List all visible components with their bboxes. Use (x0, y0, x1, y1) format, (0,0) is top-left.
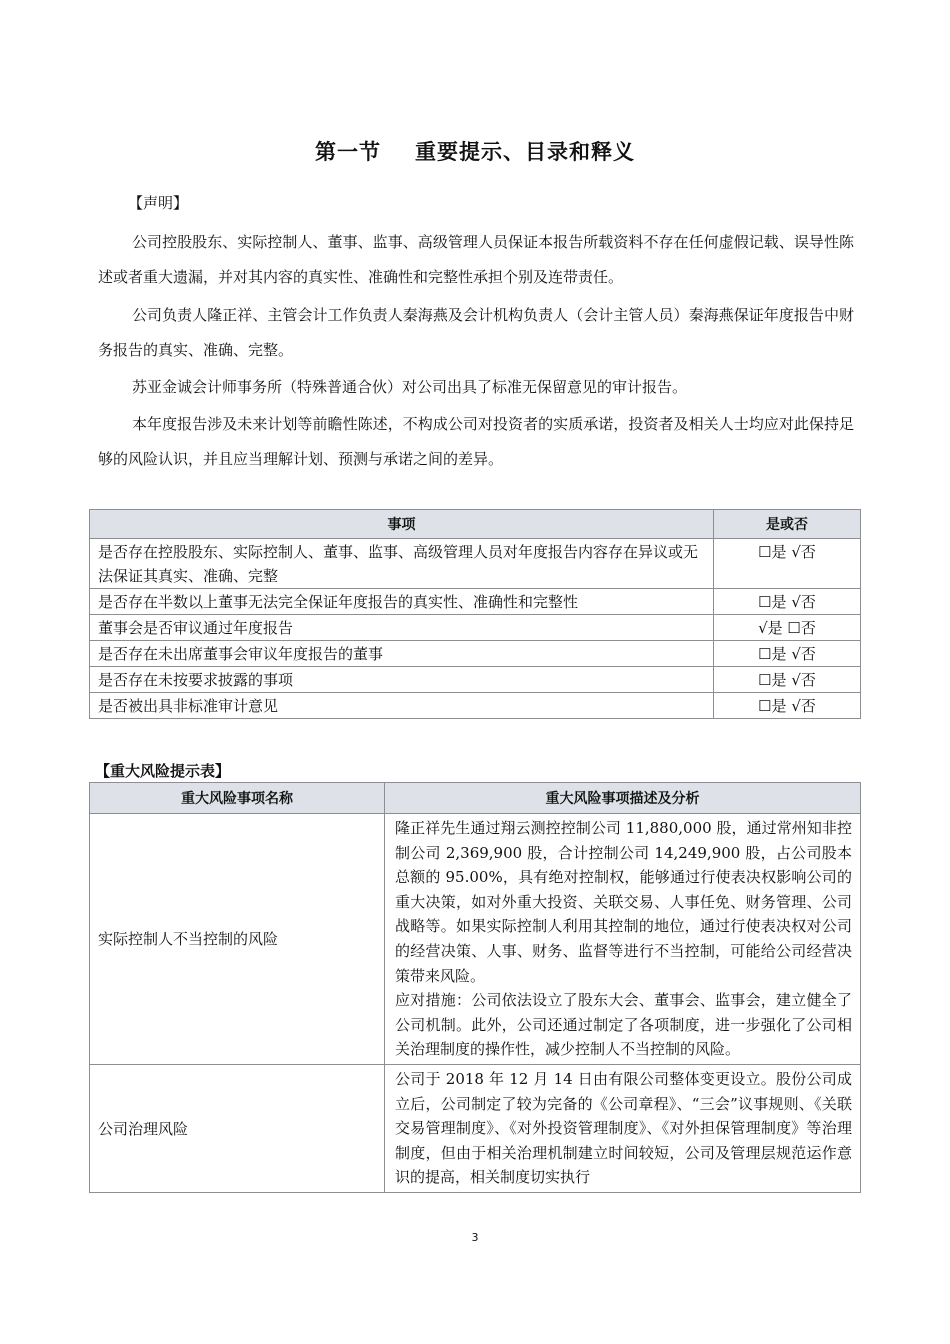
risk-measures: 应对措施：公司依法设立了股东大会、董事会、监事会，建立健全了公司机制。此外，公司还通过制定了各项制度，进一步强化了公司相关治理制度的操作性，减少控制人不当控制的风险。 (395, 991, 852, 1059)
risk-table (89, 782, 861, 1193)
table-row (90, 615, 861, 641)
column-header-answer: 是或否 (714, 510, 861, 539)
declaration-paragraph: 公司控股股东、实际控制人、董事、监事、高级管理人员保证本报告所载资料不存在任何虚假记载、误导性陈述或者重大遗漏，并对其内容的真实性、准确性和完整性承担个别及连带责任。 (98, 233, 854, 286)
risk-name: 实际控制人不当控制的风险 (90, 814, 385, 1065)
page-number: 3 (471, 1231, 479, 1244)
column-header-item: 事项 (90, 510, 714, 539)
matters-table (89, 509, 861, 719)
matter-item: 是否存在未按要求披露的事项 (90, 667, 714, 693)
matter-item: 是否存在控股股东、实际控制人、董事、监事、高级管理人员对年度报告内容存在异议或无法保证其真实、准确、完整 (90, 539, 714, 589)
matter-answer: ☐是 √否 (714, 641, 861, 667)
table-row (90, 667, 861, 693)
column-header-risk-name: 重大风险事项名称 (90, 783, 385, 814)
table-row (90, 589, 861, 615)
table-row (90, 693, 861, 719)
matter-answer: √是 ☐否 (714, 615, 861, 641)
section-prefix: 第一节 (315, 140, 381, 164)
declaration-paragraph: 公司负责人隆正祥、主管会计工作负责人秦海燕及会计机构负责人（会计主管人员）秦海燕保证年度报告中财务报告的真实、准确、完整。 (98, 306, 854, 359)
table-row (90, 814, 861, 1065)
matter-answer: ☐是 √否 (714, 589, 861, 615)
risk-description-cell (385, 1064, 861, 1192)
table-row (90, 641, 861, 667)
table-row (90, 539, 861, 589)
declaration-paragraph: 苏亚金诚会计师事务所（特殊普通合伙）对公司出具了标准无保留意见的审计报告。 (132, 378, 688, 396)
declaration-paragraph: 本年度报告涉及未来计划等前瞻性陈述，不构成公司对投资者的实质承诺，投资者及相关人士均应对此保持足够的风险认识，并且应当理解计划、预测与承诺之间的差异。 (98, 415, 854, 468)
matter-item: 董事会是否审议通过年度报告 (90, 615, 714, 641)
table-header-row (90, 510, 861, 539)
table-header-row (90, 783, 861, 814)
column-header-risk-description: 重大风险事项描述及分析 (385, 783, 861, 814)
matter-item: 是否存在未出席董事会审议年度报告的董事 (90, 641, 714, 667)
table-row (90, 1064, 861, 1192)
matter-answer: ☐是 √否 (714, 667, 861, 693)
risk-name: 公司治理风险 (90, 1064, 385, 1192)
matter-answer: ☐是 √否 (714, 539, 861, 589)
matter-item: 是否存在半数以上董事无法完全保证年度报告的真实性、准确性和完整性 (90, 589, 714, 615)
declaration-heading: 【声明】 (128, 194, 189, 212)
matter-item: 是否被出具非标准审计意见 (90, 693, 714, 719)
risk-description: 隆正祥先生通过翔云测控控制公司 11,880,000 股，通过常州知非控制公司 2,369,900 股，合计控制公司 14,249,900 股，占公司股本总额的 95.00%，具有绝对控制权，能够通过行使表决权影响公司的重大决策，如对外重大投资、关联交易、人事任免、财务管理、公司战略等。如果实际控制人利用其控制的地位，通过行使表决权对公司的经营决策、人事、财务、监督等进行不当控制，可能给公司经营决策带来风险。 (395, 819, 852, 985)
matter-answer: ☐是 √否 (714, 693, 861, 719)
risk-description-cell (385, 814, 861, 1065)
section-heading: 重要提示、目录和释义 (415, 140, 635, 164)
section-title (0, 136, 950, 166)
risk-table-heading: 【重大风险提示表】 (95, 762, 231, 780)
risk-description: 公司于 2018 年 12 月 14 日由有限公司整体变更设立。股份公司成立后，公司制定了较为完备的《公司章程》、“三会”议事规则、《关联交易管理制度》、《对外投资管理制度》、《对外担保管理制度》等治理制度，但由于相关治理机制建立时间较短，公司及管理层规范运作意识的提高，相关制度切实执行 (395, 1069, 852, 1187)
